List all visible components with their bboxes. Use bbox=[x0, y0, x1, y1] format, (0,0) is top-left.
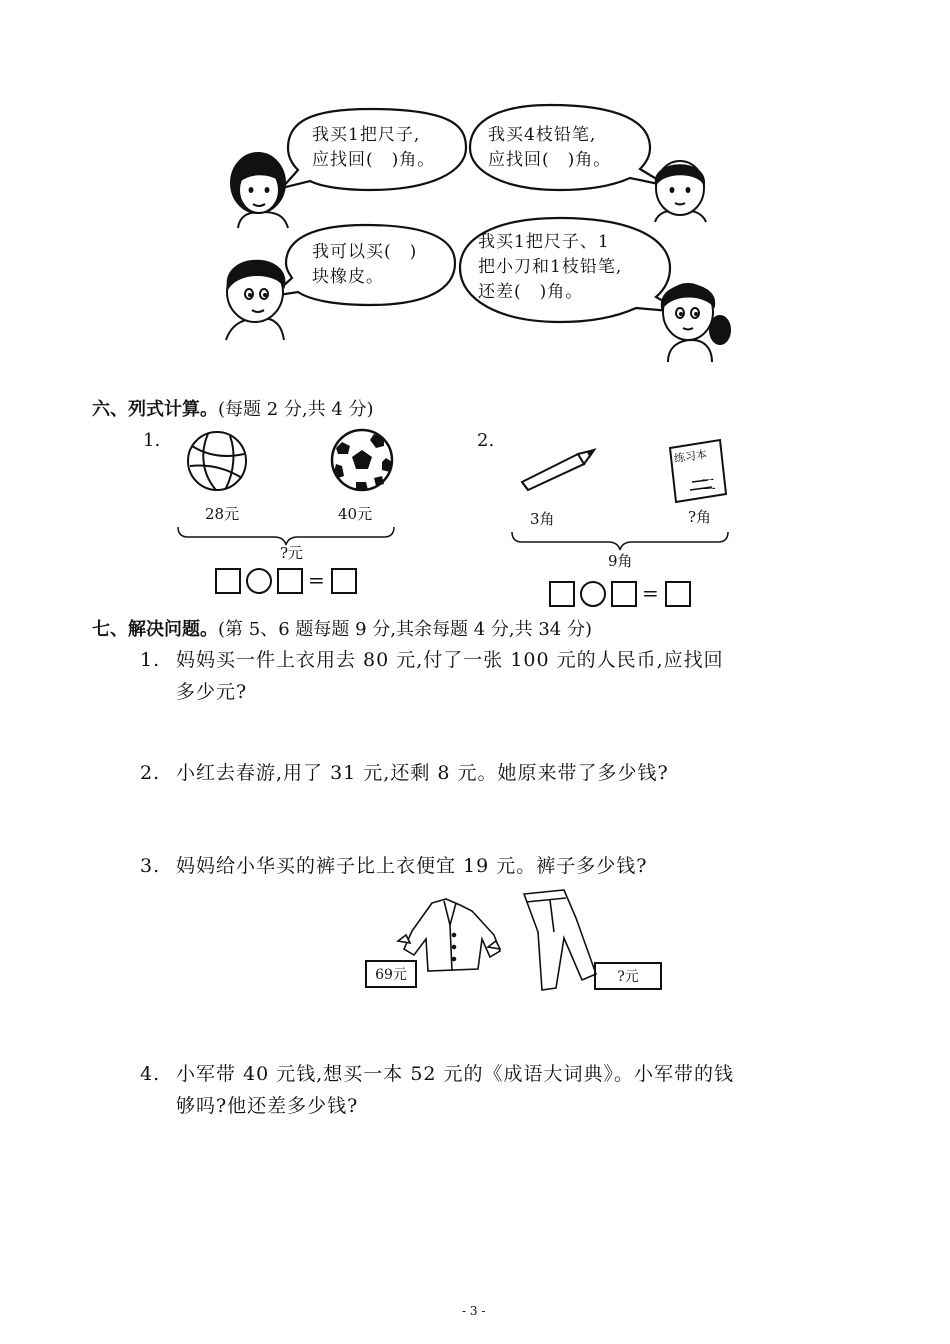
answer-box[interactable] bbox=[611, 581, 637, 607]
section6-note: (每题 2 分,共 4 分) bbox=[218, 399, 374, 420]
equals-sign: = bbox=[642, 581, 659, 605]
page-number: - 3 - bbox=[462, 1304, 486, 1318]
question-1 bbox=[140, 644, 860, 708]
question-number: 4. bbox=[140, 1063, 161, 1085]
dialogue-illustration bbox=[0, 0, 950, 380]
exercise-book-title: 练习本 bbox=[673, 447, 708, 466]
pants-price-tag bbox=[594, 962, 662, 990]
soccer-ball-icon bbox=[330, 428, 396, 494]
section6-title: 六、列式计算。 bbox=[92, 399, 218, 420]
question-number: 1. bbox=[140, 649, 161, 671]
question-3 bbox=[140, 850, 860, 882]
bubble-text-top-left bbox=[312, 123, 435, 173]
jacket-price-tag bbox=[365, 960, 417, 988]
bubble-line: 应找回( )角。 bbox=[488, 150, 612, 170]
section7-note: (第 5、6 题每题 9 分,其余每题 4 分,共 34 分) bbox=[218, 619, 592, 640]
total-label-2: 9角 bbox=[608, 552, 633, 570]
book-price: ?角 bbox=[688, 508, 712, 526]
problem1-number: 1. bbox=[143, 430, 161, 451]
question-text: 妈妈买一件上衣用去 80 元,付了一张 100 元的人民币,应找回 bbox=[176, 649, 724, 671]
bubble-line: 我可以买( ) bbox=[312, 242, 418, 262]
bubble-line: 我买1把尺子, bbox=[312, 125, 421, 145]
question-number: 3. bbox=[140, 855, 161, 877]
question-text-cont: 多少元? bbox=[176, 681, 248, 703]
operator-circle[interactable] bbox=[246, 568, 272, 594]
section6-heading bbox=[92, 395, 374, 421]
question-2 bbox=[140, 757, 860, 789]
basketball-icon bbox=[186, 430, 250, 494]
bubble-line: 应找回( )角。 bbox=[312, 150, 436, 170]
bubble-line: 我买4枝铅笔, bbox=[488, 125, 597, 145]
total-brace-2 bbox=[510, 530, 732, 550]
bubble-line: 我买1把尺子、1 bbox=[478, 232, 610, 252]
boy-top-right-figure bbox=[655, 161, 706, 222]
section7-title: 七、解决问题。 bbox=[92, 619, 218, 640]
girl-bottom-right-figure bbox=[662, 284, 730, 362]
section7-heading bbox=[92, 615, 592, 641]
pencil-price: 3角 bbox=[530, 510, 555, 528]
bubble-line: 还差( )角。 bbox=[478, 282, 584, 302]
pencil-icon bbox=[518, 448, 598, 492]
boy-bottom-left-figure bbox=[226, 261, 284, 340]
question-text: 妈妈给小华买的裤子比上衣便宜 19 元。裤子多少钱? bbox=[176, 855, 648, 877]
answer-box[interactable] bbox=[277, 568, 303, 594]
question-4 bbox=[140, 1058, 860, 1122]
pants-price: ?元 bbox=[617, 969, 639, 985]
bubble-text-top-right bbox=[488, 123, 611, 173]
exercise-book-mark-text: 二 bbox=[700, 475, 717, 494]
jacket-price: 69元 bbox=[375, 967, 407, 983]
bubble-text-bottom-right bbox=[478, 230, 622, 305]
equals-sign: = bbox=[308, 568, 325, 592]
answer-box[interactable] bbox=[549, 581, 575, 607]
result-box[interactable] bbox=[331, 568, 357, 594]
pants-icon bbox=[520, 888, 604, 994]
operator-circle[interactable] bbox=[580, 581, 606, 607]
bubble-line: 块橡皮。 bbox=[312, 267, 384, 287]
girl-top-left-figure bbox=[231, 153, 288, 228]
soccer-ball-price: 40元 bbox=[338, 505, 373, 523]
answer-box[interactable] bbox=[215, 568, 241, 594]
total-label-1: ?元 bbox=[280, 544, 304, 562]
bubble-line: 把小刀和1枝铅笔, bbox=[478, 257, 623, 277]
result-box[interactable] bbox=[665, 581, 691, 607]
bubble-text-bottom-left bbox=[312, 240, 417, 290]
basketball-price: 28元 bbox=[205, 505, 240, 523]
question-text-cont: 够吗?他还差多少钱? bbox=[176, 1095, 359, 1117]
question-number: 2. bbox=[140, 762, 161, 784]
question-text: 小军带 40 元钱,想买一本 52 元的《成语大词典》。小军带的钱 bbox=[176, 1063, 735, 1085]
question-text: 小红去春游,用了 31 元,还剩 8 元。她原来带了多少钱? bbox=[176, 762, 669, 784]
problem2-number: 2. bbox=[477, 430, 495, 451]
